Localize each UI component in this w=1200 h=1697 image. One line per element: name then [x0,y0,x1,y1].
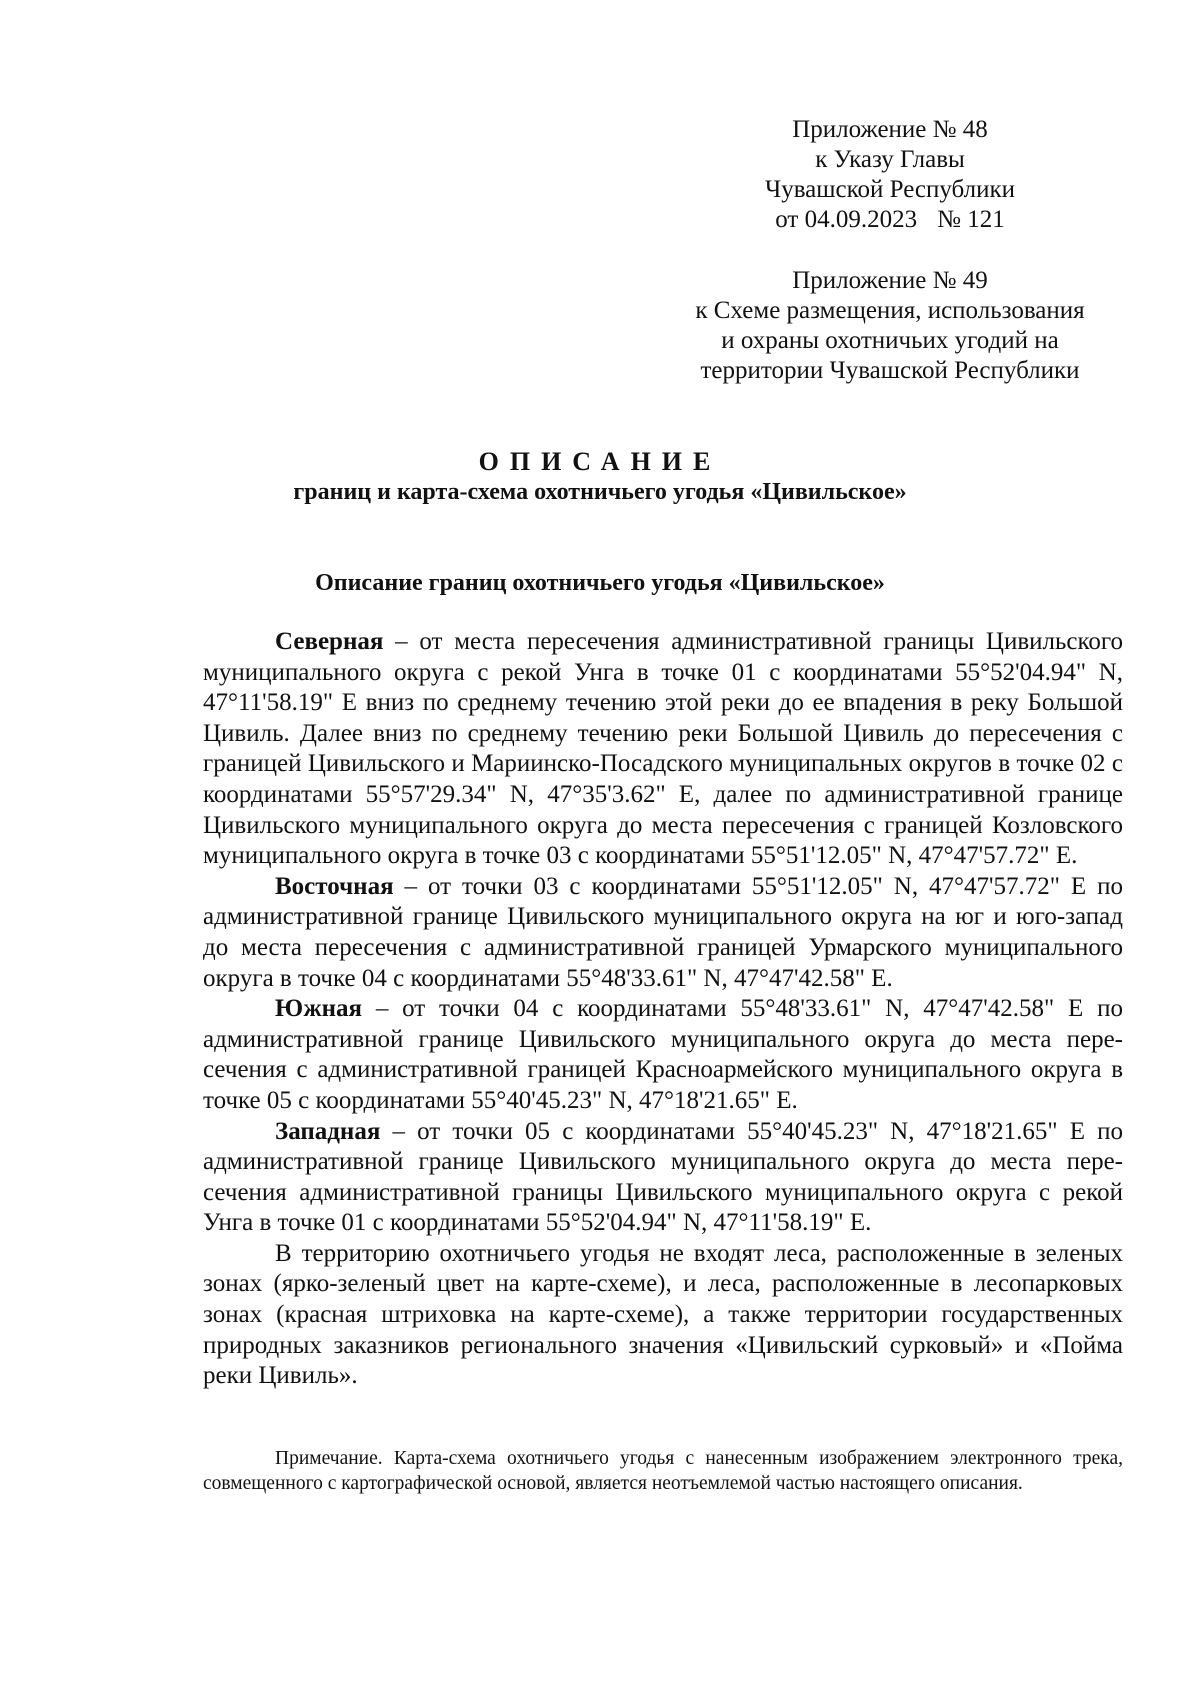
appendix-48-republic: Чувашской Республики [764,176,1016,203]
boundary-east-label: Восточная [275,872,394,900]
appendix-48-number: № 121 [937,206,1005,233]
section-title: Описание границ охотничьего угодья «Цивильское» [315,570,885,596]
boundary-west [203,1117,1123,1239]
document-title: ОПИСАНИЕ [478,447,722,476]
document-subtitle: границ и карта-схема охотничьего угодья «Цивильское» [293,479,907,505]
boundary-east [203,872,1123,994]
appendix-49-protection: и охраны охотничьих угодий на [721,327,1059,354]
boundary-south-text: – от точки 04 с координатами 55°48'33.61" N, 47°47'42.58" E по административной границе Цивильского муниципального округа до места пересечения с административной границей Красноармейского муниципального округа в точке 05 с координатами 55°40'45.23" N, 47°18'21.65" E. [203,995,1123,1114]
exclusions-paragraph: В территорию охотничьего угодья не входят леса, расположенные в зеленых зонах (ярко-зеленый цвет на карте-схеме), и леса, расположенные в лесопарковых зонах (красная штриховка на карте-схеме), а также территории государственных природных заказников регионального значения «Цивильский сурковый» и «Пойма реки Цивиль». [203,1239,1123,1390]
note-paragraph: Примечание. Карта-схема охотничьего угодья с нанесенным изображением электронного трека, совмещенного с картографической основой, является неотъемлемой частью настоящего описания. [203,1448,1123,1494]
boundary-south [203,994,1123,1116]
appendix-48-date-line [640,205,1140,235]
boundary-east-text: – от точки 03 с координатами 55°51'12.05" N, 47°47'57.72" E по административной границе Цивильского муниципального округа на юг и юго-запад до места пересечения с административной границей Урмарского муниципального округа в точке 04 с координатами 55°48'33.61" N, 47°47'42.58" E. [203,872,1123,992]
appendix-49-title: Приложение № 49 [792,267,988,294]
appendix-48-decree: к Указу Главы [815,146,965,173]
boundary-south-label: Южная [275,995,363,1023]
boundary-north-text: – от места пересечения административной границы Цивильского муниципального округа с рекой Унга в точке 01 с координатами 55°52'04.94" N, 47°11'58.19" E вниз по среднему течению этой реки до ее впадения в реку Большой Цивиль. Далее вниз по среднему течению реки Большой Цивиль до пересечения с границей Цивильского и Мариинско-Посадского муниципальных округов в точке 02 с координатами 55°57'29.34" N, 47°35'3.62" E, далее по административной границе Цивильского муниципального округа до места пересечения с границей Козловского муниципального округа в точке 03 с координатами 55°51'12.05" N, 47°47'57.72" E. [203,628,1123,870]
boundary-north-label: Северная [275,628,384,655]
boundary-west-label: Западная [275,1117,381,1145]
appendix-49-header [640,266,1140,386]
appendix-49-scheme: к Схеме размещения, использования [695,297,1085,324]
appendix-48-header [640,115,1140,235]
boundary-north [203,627,1123,872]
boundary-west-text: – от точки 05 с координатами 55°40'45.23" N, 47°18'21.65" E по административной границе Цивильского муниципального округа до места пересечения административной границы Цивильского муниципального округа с рекой Унга в точке 01 с координатами 55°52'04.94" N, 47°11'58.19" E. [203,1117,1123,1237]
appendix-48-title: Приложение № 48 [792,116,988,143]
appendix-48-date: от 04.09.2023 [775,206,918,233]
appendix-49-territory: территории Чувашской Республики [700,357,1080,384]
boundaries-description [203,627,1123,1392]
